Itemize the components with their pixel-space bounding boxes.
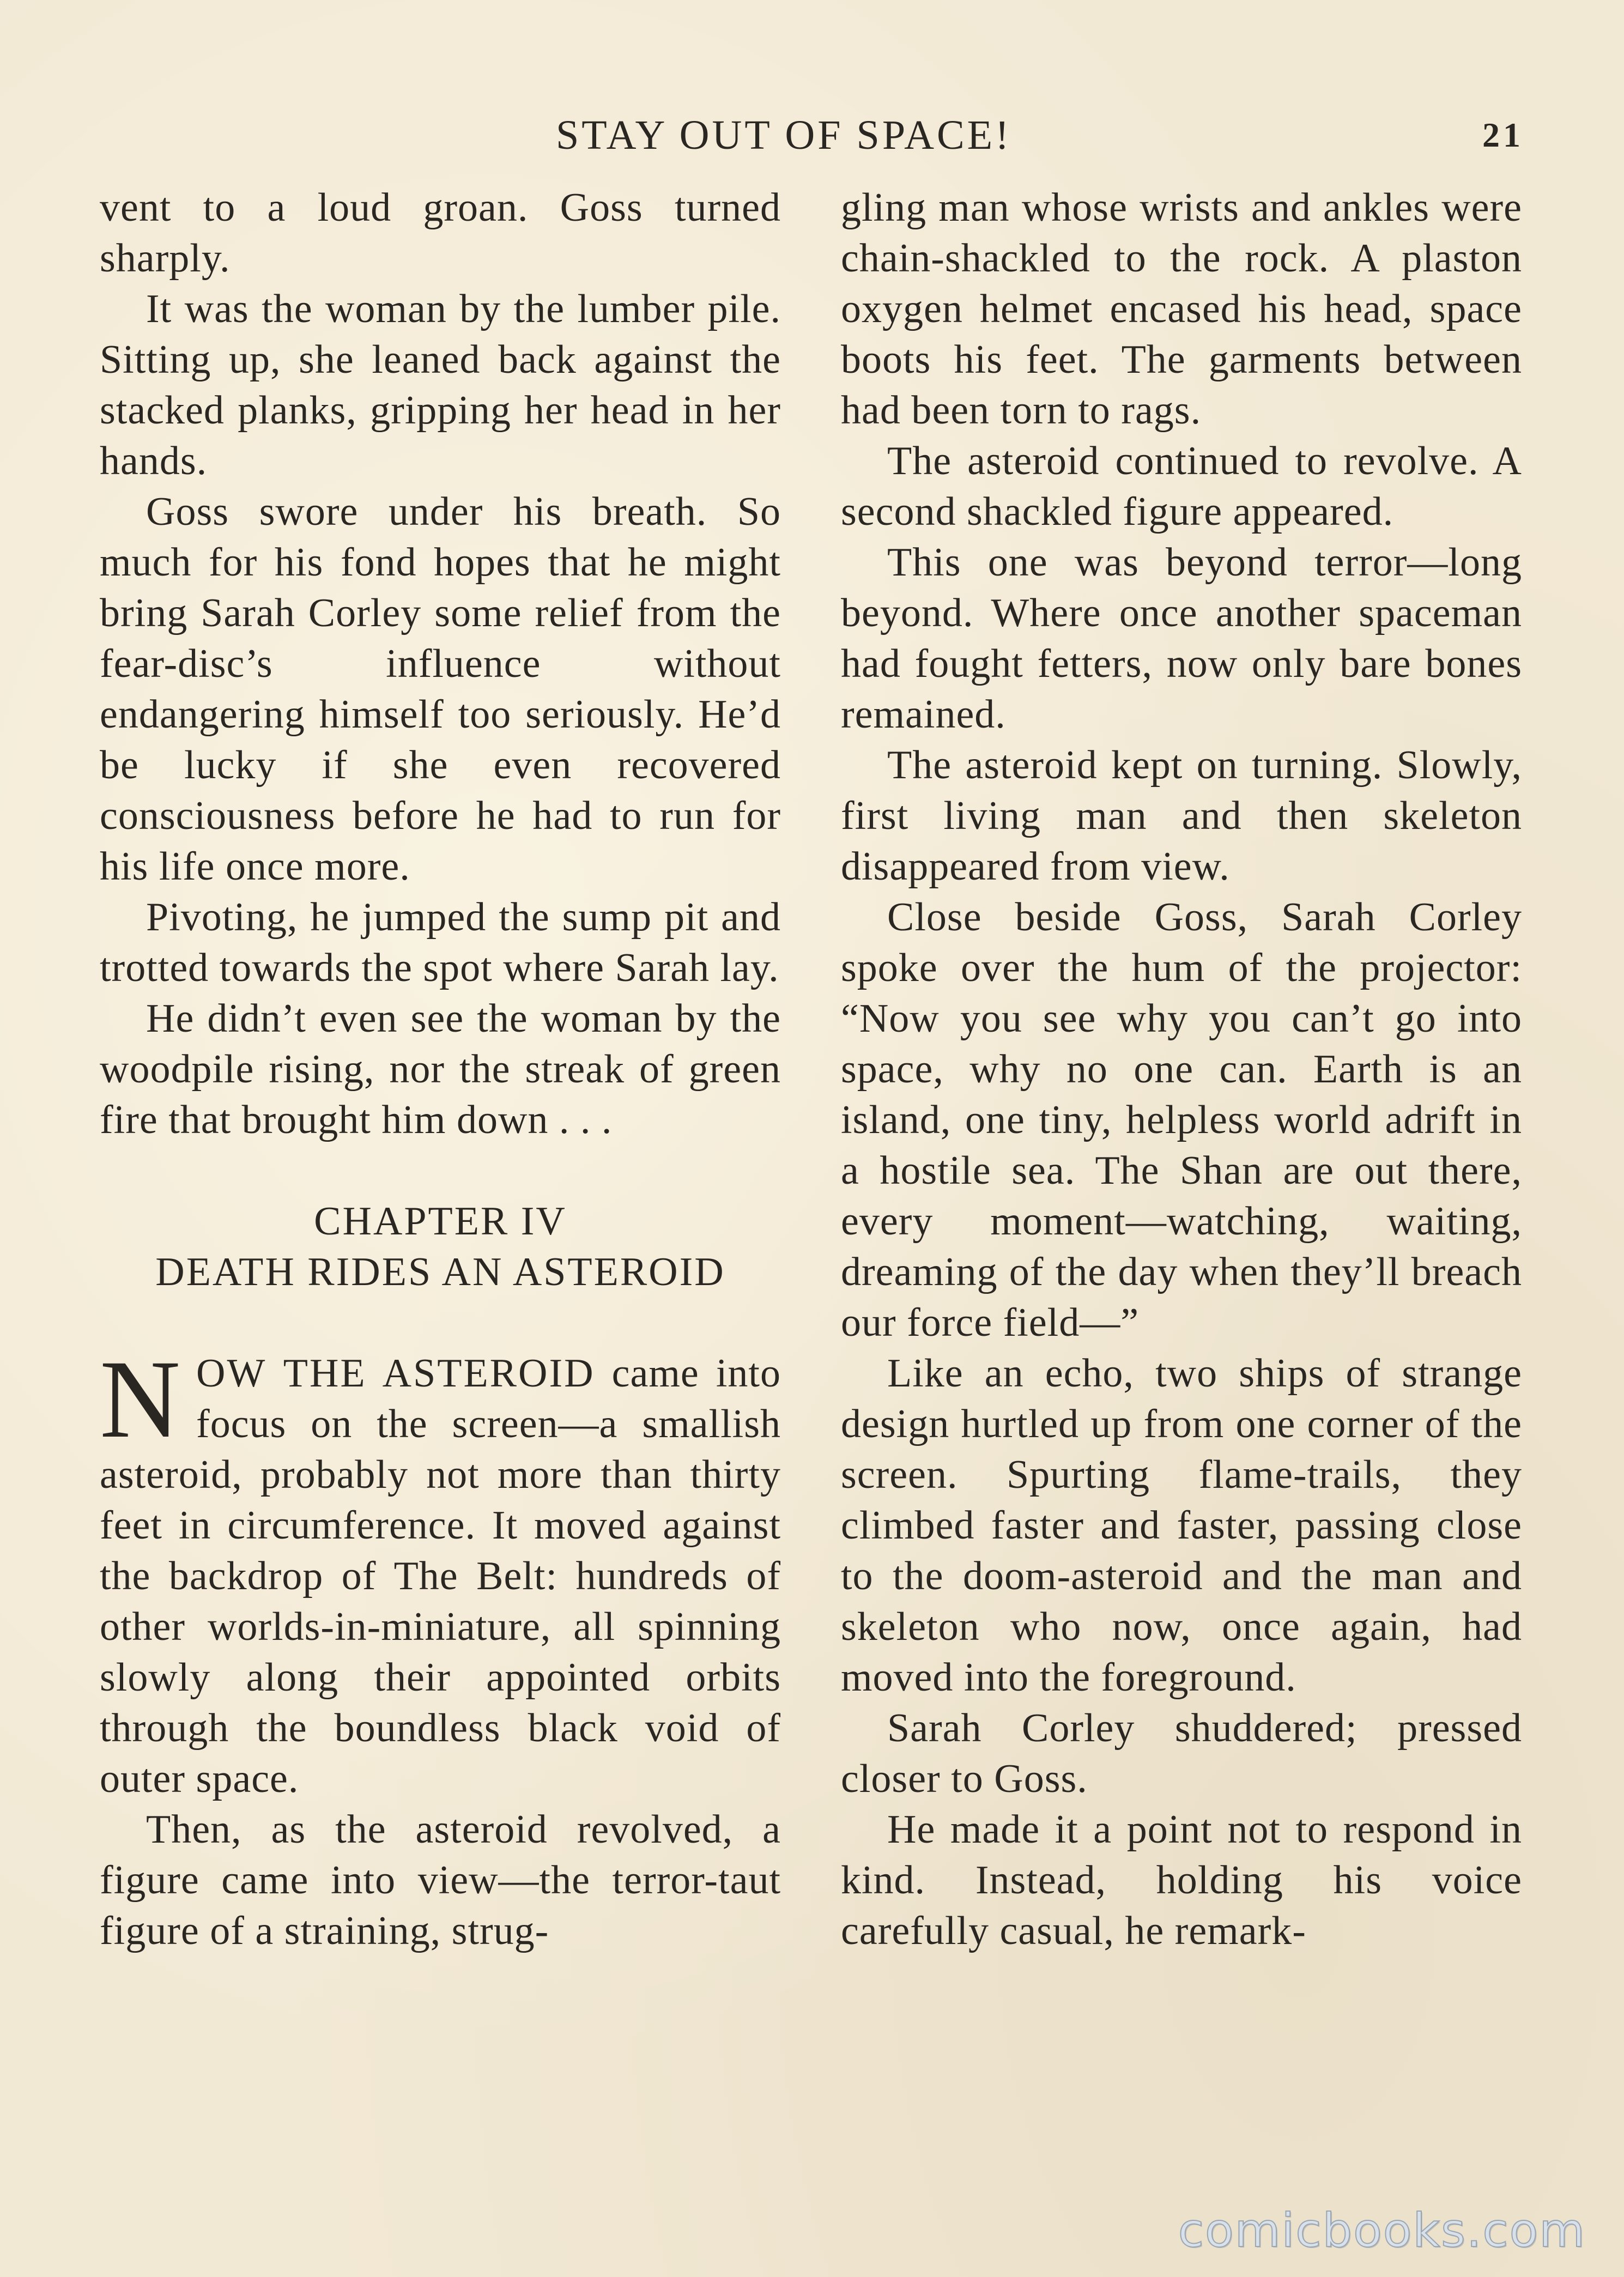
paragraph: Then, as the asteroid revolved, a figure came into view—the terror-taut figure of a straining, strug- xyxy=(100,1807,781,1953)
opening-paragraph xyxy=(100,1337,781,1804)
page-number: 21 xyxy=(1482,116,1524,154)
paragraph-text: came into focus on the screen—a smallish asteroid, probably not more than thirty feet in circumference. It moved against the backdrop of The Belt: hundreds of other worlds-in-miniature, all spinning slowly along their appointed orbits through the boundless black void of outer space. xyxy=(100,1351,781,1801)
lead-in-caps: OW THE ASTEROID xyxy=(196,1351,595,1396)
chapter-heading xyxy=(100,1196,781,1298)
paragraph: gling man whose wrists and ankles were chain-shackled to the rock. A plaston oxygen helmet encased his head, space boots his feet. The garments between had been torn to rags. xyxy=(841,185,1522,433)
paragraph: He didn’t even see the woman by the woodpile rising, nor the streak of green fire that brought him down . . . xyxy=(100,996,781,1142)
right-column xyxy=(841,183,1522,1957)
paragraph: This one was beyond terror—long beyond. Where once another spaceman had fought fetters, now only bare bones remained. xyxy=(841,540,1522,737)
paragraph: Goss swore under his breath. So much for his fond hopes that he might bring Sarah Corley some relief from the fear-disc’s influence without endangering himself too seriously. He’d be lucky if she even recovered consciousness before he had to run for his life once more. xyxy=(100,489,781,889)
paragraph: Pivoting, he jumped the sump pit and trotted towards the spot where Sarah lay. xyxy=(100,895,781,990)
paragraph: Sarah Corley shuddered; pressed closer to Goss. xyxy=(841,1706,1522,1801)
paragraph: The asteroid kept on turning. Slowly, first living man and then skeleton disappeared from view. xyxy=(841,743,1522,889)
paragraph: Like an echo, two ships of strange design hurtled up from one corner of the screen. Spurting flame-trails, they climbed faster and faster, passing close to the doom-asteroid and the man and skeleton who now, once again, had moved into the foreground. xyxy=(841,1351,1522,1700)
site-watermark: comicbooks.com xyxy=(1178,2203,1586,2258)
running-title: STAY OUT OF SPACE! xyxy=(556,112,1012,158)
paragraph: The asteroid continued to revolve. A second shackled figure appeared. xyxy=(841,439,1522,534)
paragraph: vent to a loud groan. Goss turned sharply. xyxy=(100,185,781,281)
paragraph: He made it a point not to respond in kind. Instead, holding his voice carefully casual, he remark- xyxy=(841,1807,1522,1953)
left-column xyxy=(100,183,781,1957)
drop-cap: N xyxy=(100,1337,181,1461)
chapter-number: CHAPTER IV xyxy=(314,1199,567,1244)
chapter-title: DEATH RIDES AN ASTEROID xyxy=(155,1250,725,1294)
running-head xyxy=(0,108,1624,162)
paragraph: It was the woman by the lumber pile. Sitting up, she leaned back against the stacked planks, gripping her head in her hands. xyxy=(100,287,781,483)
paragraph: Close beside Goss, Sarah Corley spoke over the hum of the projector: “Now you see why you can’t go into space, why no one can. Earth is an island, one tiny, helpless world adrift in a hostile sea. The Shan are out there, every moment—watching, waiting, dreaming of the day when they’ll breach our force field—” xyxy=(841,895,1522,1345)
